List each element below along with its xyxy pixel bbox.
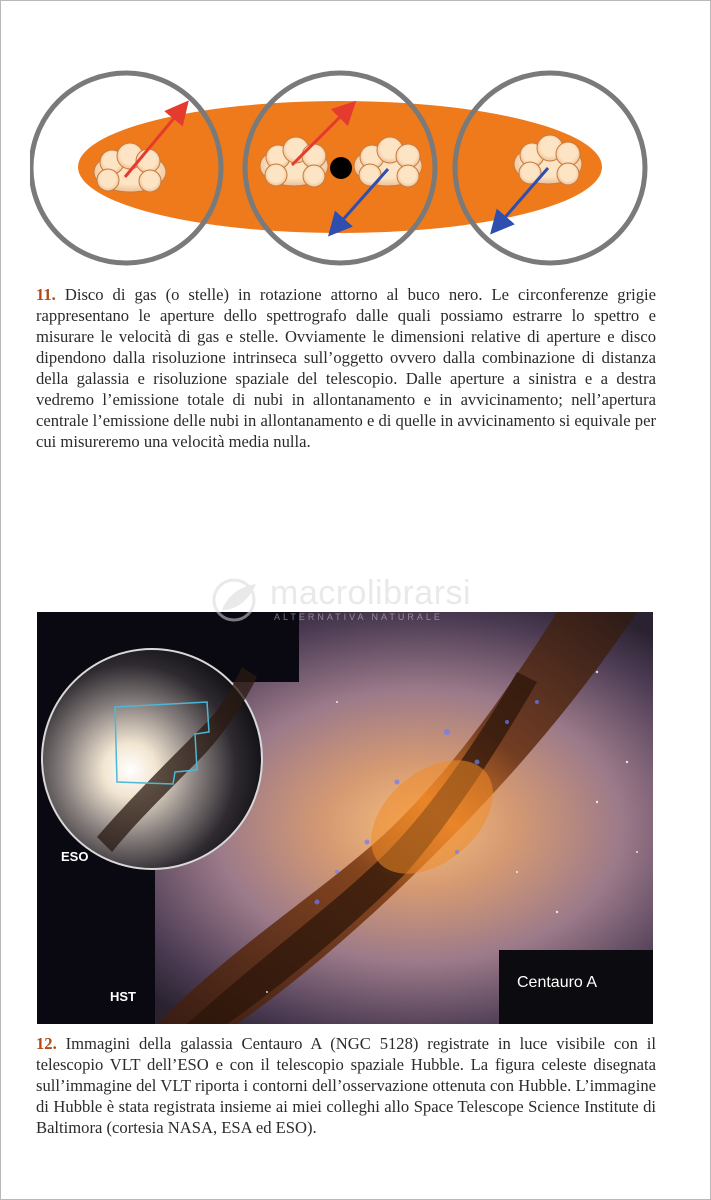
centaurus-a-image	[37, 612, 653, 1024]
figure-12-caption	[36, 1033, 656, 1138]
watermark-brand: macrolibrarsi	[270, 574, 472, 612]
figure-11-number: 11.	[36, 285, 56, 304]
figure-11-caption	[36, 284, 656, 452]
watermark	[208, 574, 508, 626]
figure-12-number: 12.	[36, 1034, 57, 1053]
object-label: Centauro A	[517, 974, 598, 991]
eso-inset	[42, 649, 262, 869]
figure-12-text: Immagini della galassia Centauro A (NGC 5128) registrate in luce visibile con il telescopio VLT dell’ESO e con il telescopio spaziale Hubble. La figura celeste disegnata sull’immagine del VLT riporta i contorni dell’osservazione ottenuta con Hubble. L’immagine di Hubble è stata registrata insieme ai miei colleghi allo Space Telescope Science Institute di Baltimora (cortesia NASA, ESA ed ESO).	[36, 1034, 656, 1137]
leaf-icon	[208, 576, 264, 624]
hst-label: HST	[110, 989, 136, 1004]
black-hole	[330, 157, 352, 179]
centaurus-a-photo	[37, 612, 653, 1024]
watermark-tagline: ALTERNATIVA NATURALE	[274, 612, 443, 622]
eso-label: ESO	[61, 849, 89, 864]
figure-11-text: Disco di gas (o stelle) in rotazione attorno al buco nero. Le circonferenze grigie rappresentano le aperture dello spettrografo dalle quali possiamo estrarre lo spettro e misurare le velocità di gas e stelle. Ovviamente le dimensioni relative di aperture e disco dipendono dalla risoluzione intrinseca sull’oggetto ovvero dalla combinazione di distanza della galassia e risoluzione spaziale del telescopio. Dalle aperture a sinistra e a destra vedremo l’emissione totale di nubi in allontanamento e in avvicinamento; nell’apertura centrale l’emissione delle nubi in allontanamento e di quelle in avvicinamento si equivale per cui misureremo una velocità media nulla.	[36, 285, 656, 451]
figure-11-diagram	[30, 62, 660, 272]
